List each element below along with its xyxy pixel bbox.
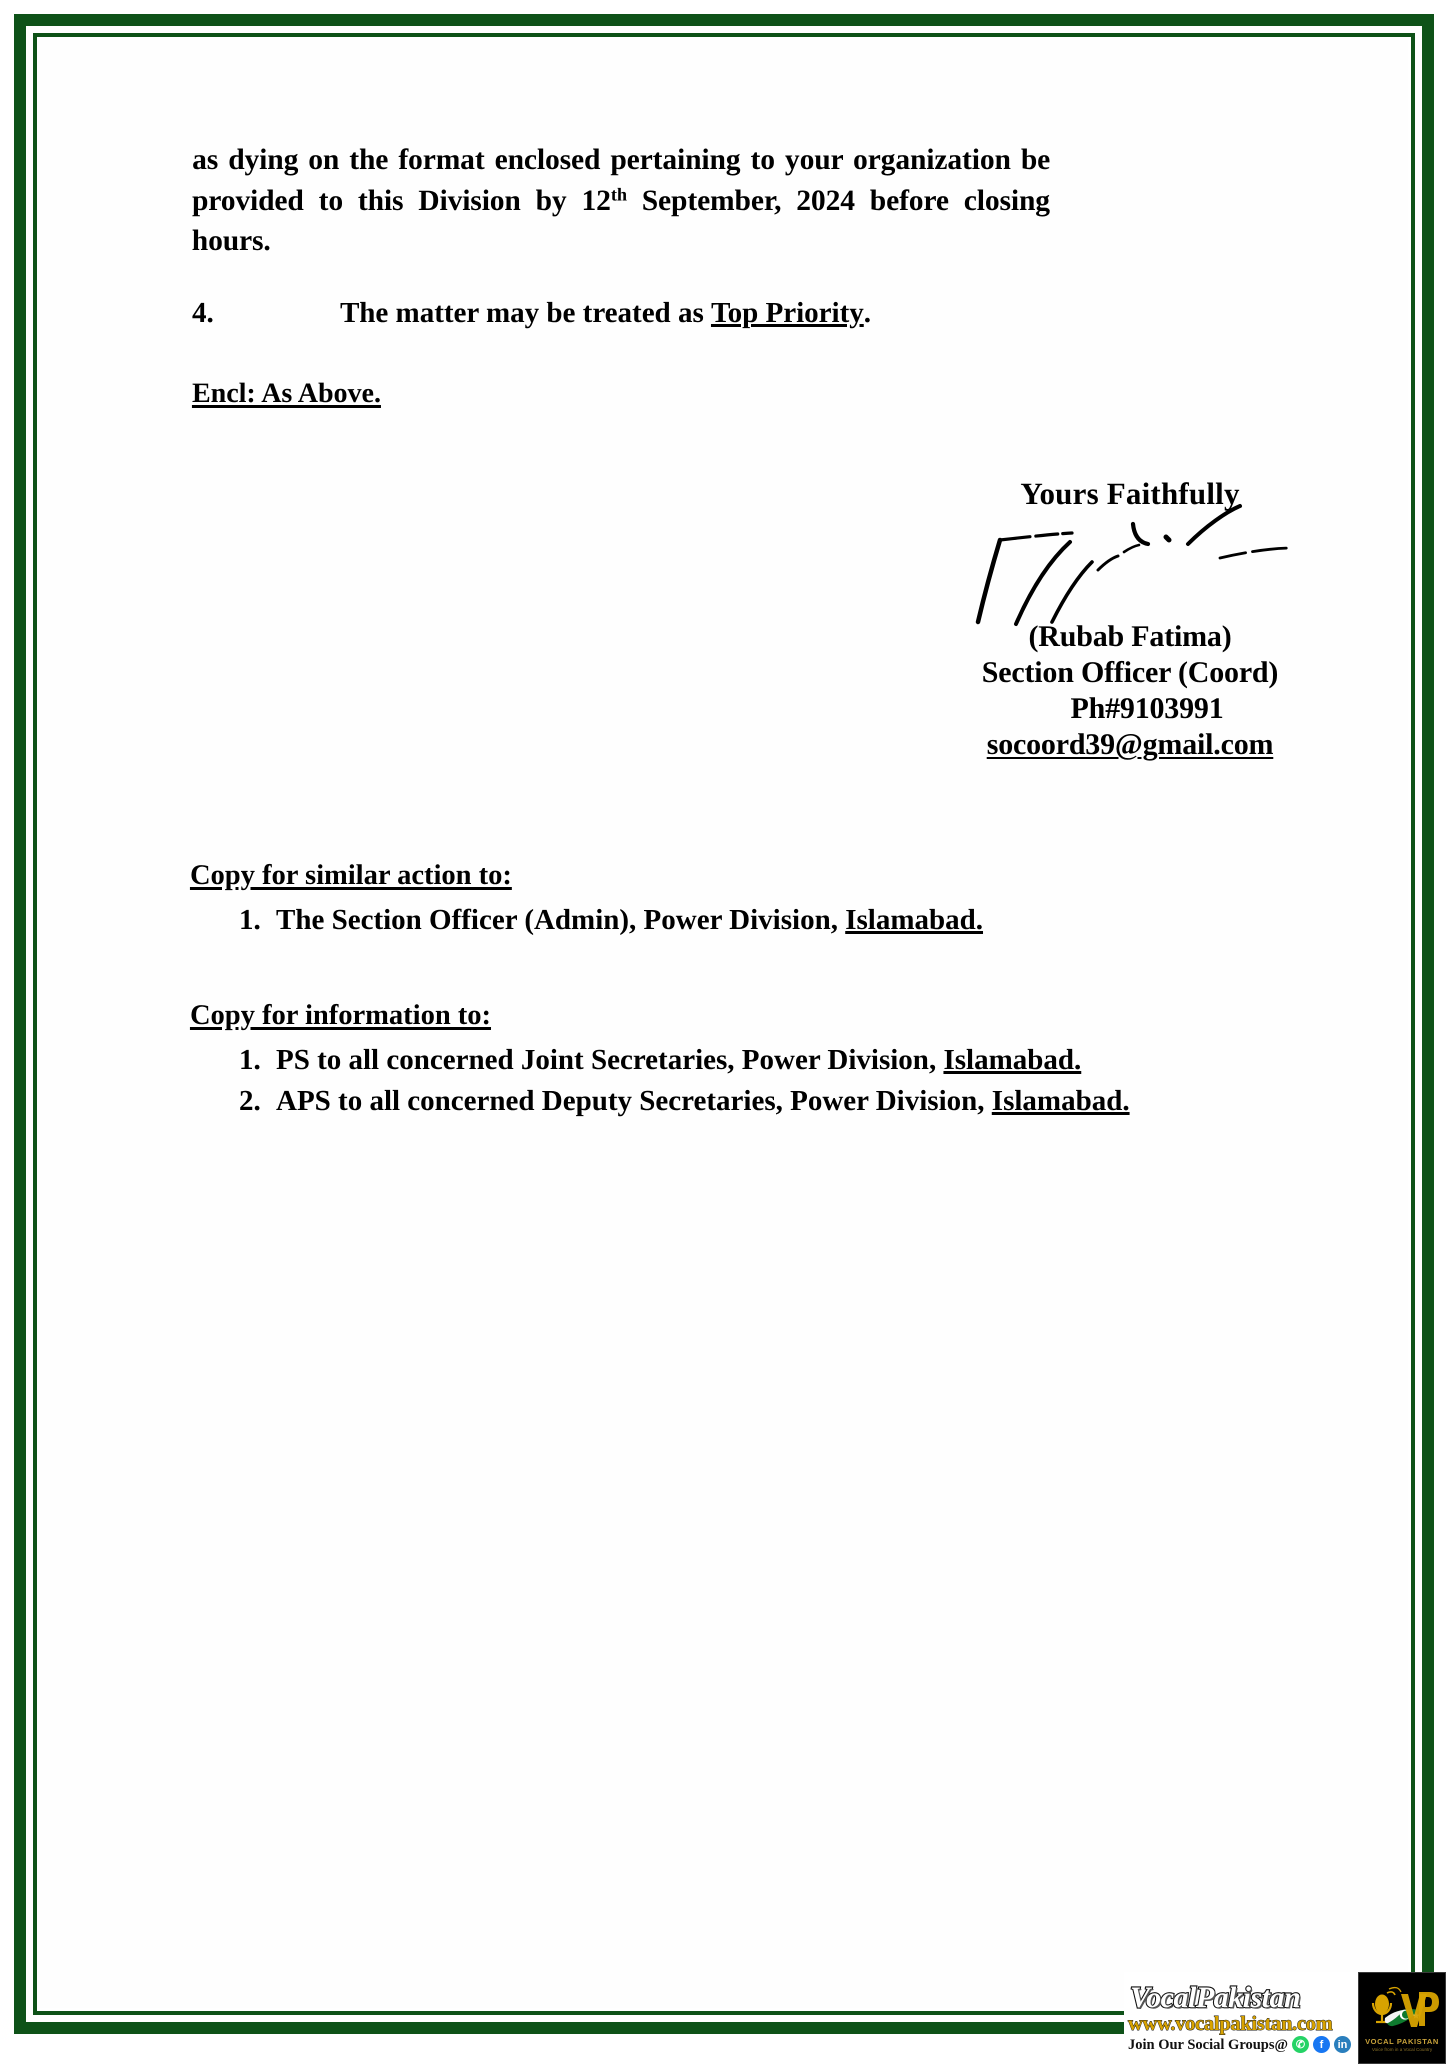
copy-similar-item-1-location: Islamabad. <box>845 904 984 936</box>
watermark-text-area <box>1124 1972 1358 2064</box>
copy-info-item-1-text: PS to all concerned Joint Secretaries, Power Division, <box>276 1044 944 1076</box>
vp-monogram <box>1401 1992 1439 2027</box>
copy-info-item-1-location: Islamabad. <box>943 1044 1082 1076</box>
copy-information-list <box>190 1041 1280 1120</box>
whatsapp-icon[interactable]: ✆ <box>1292 2036 1309 2053</box>
linkedin-icon[interactable]: in <box>1334 2036 1351 2053</box>
paragraph-continued-line1: as dying on the format enclosed pertaining to your organization be <box>192 144 1051 176</box>
brand-website-url[interactable]: www.vocalpakistan.com <box>1128 2012 1333 2035</box>
clause-4-text-after: . <box>863 297 872 329</box>
paragraph-continued-line2-suffix: September, 2024 before closing hours. <box>191 184 1051 258</box>
list-item <box>268 1041 1280 1080</box>
paragraph-continued <box>192 140 1051 262</box>
closing-salutation: Yours Faithfully <box>1020 476 1240 511</box>
logo-caption: VOCAL PAKISTAN <box>1365 2037 1439 2046</box>
logo-mark-graphic <box>1365 1984 1439 2036</box>
signer-email: socoord39@gmail.com <box>986 728 1274 761</box>
copy-similar-action-list <box>190 901 1280 940</box>
deadline-date-number: 12 <box>581 184 611 217</box>
copy-information-section <box>190 1000 1280 1122</box>
signature-block <box>920 476 1340 762</box>
deadline-date-ordinal: th <box>610 184 627 205</box>
paragraph-continued-line2-prefix: provided to this Division by <box>191 184 582 217</box>
signer-phone: Ph#9103991 <box>1070 692 1224 725</box>
vocal-pakistan-watermark[interactable] <box>1124 1972 1446 2064</box>
copy-information-heading: Copy for information to: <box>189 1000 492 1031</box>
list-item <box>268 901 1280 940</box>
copy-info-item-2-location: Islamabad. <box>991 1084 1130 1117</box>
signer-name: (Rubab Fatima) <box>1028 620 1232 653</box>
logo-tagline: Voice from in a Vocal Country <box>1371 2047 1433 2052</box>
copy-similar-action-heading: Copy for similar action to: <box>189 860 513 891</box>
scanned-document-page <box>40 40 1439 2053</box>
document-content-area <box>40 40 1439 2053</box>
copy-similar-item-1-text: The Section Officer (Admin), Power Division, <box>276 904 846 936</box>
enclosure-note: Encl: As Above. <box>191 378 382 409</box>
clause-4-text-before: The matter may be treated as <box>339 297 712 329</box>
facebook-icon[interactable]: f <box>1313 2036 1330 2053</box>
top-priority-emphasis: Top Priority <box>710 297 864 329</box>
brand-title: VocalPakistan <box>1130 1980 1301 2014</box>
signer-designation: Section Officer (Coord) <box>981 656 1279 689</box>
vocal-pakistan-logo[interactable] <box>1358 1972 1446 2064</box>
copy-info-item-2-text: APS to all concerned Deputy Secretaries, Power Division, <box>276 1084 992 1117</box>
clause-number: 4. <box>191 297 214 329</box>
social-groups-row <box>1128 2036 1352 2053</box>
social-groups-label: Join Our Social Groups@ <box>1128 2036 1289 2053</box>
handwritten-signature <box>920 518 1340 638</box>
paragraph-clause-4 <box>192 295 1072 333</box>
copy-similar-action-section <box>190 860 1280 942</box>
list-item <box>268 1082 1280 1121</box>
